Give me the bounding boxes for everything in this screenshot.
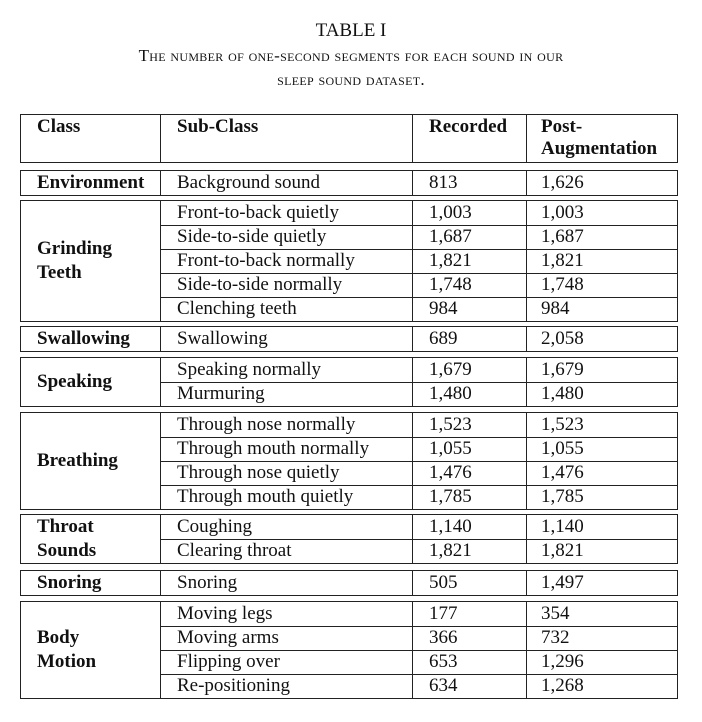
post-augmentation-cell: 1,497 <box>541 572 584 593</box>
class-label: Throat <box>37 516 94 537</box>
class-label: Grinding <box>37 238 112 259</box>
table-group <box>20 200 678 322</box>
subclass-cell: Front-to-back normally <box>177 250 355 271</box>
post-augmentation-cell: 1,679 <box>541 359 584 380</box>
class-label: Snoring <box>37 572 102 593</box>
post-augmentation-cell: 1,821 <box>541 540 584 561</box>
recorded-cell: 653 <box>429 651 458 672</box>
subclass-cell: Through mouth quietly <box>177 486 354 507</box>
table-group <box>20 570 678 596</box>
class-label: Teeth <box>37 262 82 283</box>
recorded-cell: 1,003 <box>429 202 472 223</box>
post-augmentation-cell: 1,821 <box>541 250 584 271</box>
post-augmentation-cell: 1,476 <box>541 462 584 483</box>
column-divider <box>526 171 527 195</box>
class-label: Speaking <box>37 371 112 392</box>
subclass-cell: Background sound <box>177 172 321 193</box>
subclass-cell: Side-to-side normally <box>177 274 343 295</box>
column-divider <box>160 201 161 321</box>
recorded-cell: 1,821 <box>429 250 472 271</box>
post-augmentation-cell: 1,480 <box>541 383 584 404</box>
subclass-cell: Clearing throat <box>177 540 292 561</box>
recorded-cell: 1,748 <box>429 274 472 295</box>
subclass-cell: Speaking normally <box>177 359 322 380</box>
table-group <box>20 326 678 352</box>
recorded-cell: 1,055 <box>429 438 472 459</box>
subclass-cell: Through nose normally <box>177 414 356 435</box>
class-label: Breathing <box>37 450 118 471</box>
header-post-augmentation-line2: Augmentation <box>541 138 658 159</box>
class-label: Motion <box>37 651 97 672</box>
post-augmentation-cell: 1,785 <box>541 486 584 507</box>
subclass-cell: Side-to-side quietly <box>177 226 327 247</box>
post-augmentation-cell: 1,268 <box>541 675 584 696</box>
post-augmentation-cell: 1,687 <box>541 226 584 247</box>
column-divider <box>526 571 527 595</box>
column-divider <box>412 115 413 162</box>
recorded-cell: 689 <box>429 328 458 349</box>
table-group <box>20 170 678 196</box>
subclass-cell: Moving legs <box>177 603 273 624</box>
post-augmentation-cell: 732 <box>541 627 570 648</box>
recorded-cell: 1,821 <box>429 540 472 561</box>
post-augmentation-cell: 354 <box>541 603 570 624</box>
column-divider <box>160 327 161 351</box>
table-group <box>20 514 678 564</box>
post-augmentation-cell: 1,626 <box>541 172 584 193</box>
recorded-cell: 1,687 <box>429 226 472 247</box>
column-divider <box>526 327 527 351</box>
table-title: TABLE I <box>315 20 387 41</box>
post-augmentation-cell: 1,296 <box>541 651 584 672</box>
subclass-cell: Through nose quietly <box>177 462 340 483</box>
recorded-cell: 1,785 <box>429 486 472 507</box>
column-divider <box>412 571 413 595</box>
recorded-cell: 813 <box>429 172 458 193</box>
recorded-cell: 1,480 <box>429 383 472 404</box>
column-divider <box>160 115 161 162</box>
table-header <box>20 114 678 163</box>
class-label: Swallowing <box>37 328 130 349</box>
subclass-cell: Clenching teeth <box>177 298 297 319</box>
column-divider <box>412 201 413 321</box>
subclass-cell: Murmuring <box>177 383 265 404</box>
caption-line-2: sleep sound dataset. <box>277 70 425 89</box>
subclass-cell: Flipping over <box>177 651 280 672</box>
recorded-cell: 1,523 <box>429 414 472 435</box>
table-group <box>20 357 678 407</box>
recorded-cell: 177 <box>429 603 458 624</box>
post-augmentation-cell: 1,523 <box>541 414 584 435</box>
subclass-cell: Moving arms <box>177 627 279 648</box>
post-augmentation-cell: 2,058 <box>541 328 584 349</box>
table-group <box>20 601 678 699</box>
column-divider <box>526 115 527 162</box>
post-augmentation-cell: 984 <box>541 298 570 319</box>
recorded-cell: 984 <box>429 298 458 319</box>
table-group <box>20 412 678 510</box>
recorded-cell: 1,140 <box>429 516 472 537</box>
post-augmentation-cell: 1,140 <box>541 516 584 537</box>
header-post-augmentation-line1: Post- <box>541 116 583 137</box>
post-augmentation-cell: 1,055 <box>541 438 584 459</box>
class-label: Sounds <box>37 540 97 561</box>
header-class: Class <box>37 116 81 137</box>
subclass-cell: Through mouth normally <box>177 438 370 459</box>
recorded-cell: 1,476 <box>429 462 472 483</box>
recorded-cell: 1,679 <box>429 359 472 380</box>
column-divider <box>412 327 413 351</box>
header-subclass: Sub-Class <box>177 116 259 137</box>
post-augmentation-cell: 1,003 <box>541 202 584 223</box>
class-label: Environment <box>37 172 145 193</box>
class-label: Body <box>37 627 80 648</box>
caption-line-1: The number of one-second segments for each sound in our <box>138 46 564 65</box>
recorded-cell: 366 <box>429 627 458 648</box>
subclass-cell: Swallowing <box>177 328 268 349</box>
recorded-cell: 505 <box>429 572 458 593</box>
subclass-cell: Coughing <box>177 516 252 537</box>
table-caption <box>0 44 702 92</box>
subclass-cell: Re-positioning <box>177 675 290 696</box>
column-divider <box>160 171 161 195</box>
column-divider <box>160 571 161 595</box>
header-recorded: Recorded <box>429 116 508 137</box>
subclass-cell: Front-to-back quietly <box>177 202 339 223</box>
column-divider <box>526 201 527 321</box>
recorded-cell: 634 <box>429 675 458 696</box>
column-divider <box>412 171 413 195</box>
subclass-cell: Snoring <box>177 572 238 593</box>
post-augmentation-cell: 1,748 <box>541 274 584 295</box>
